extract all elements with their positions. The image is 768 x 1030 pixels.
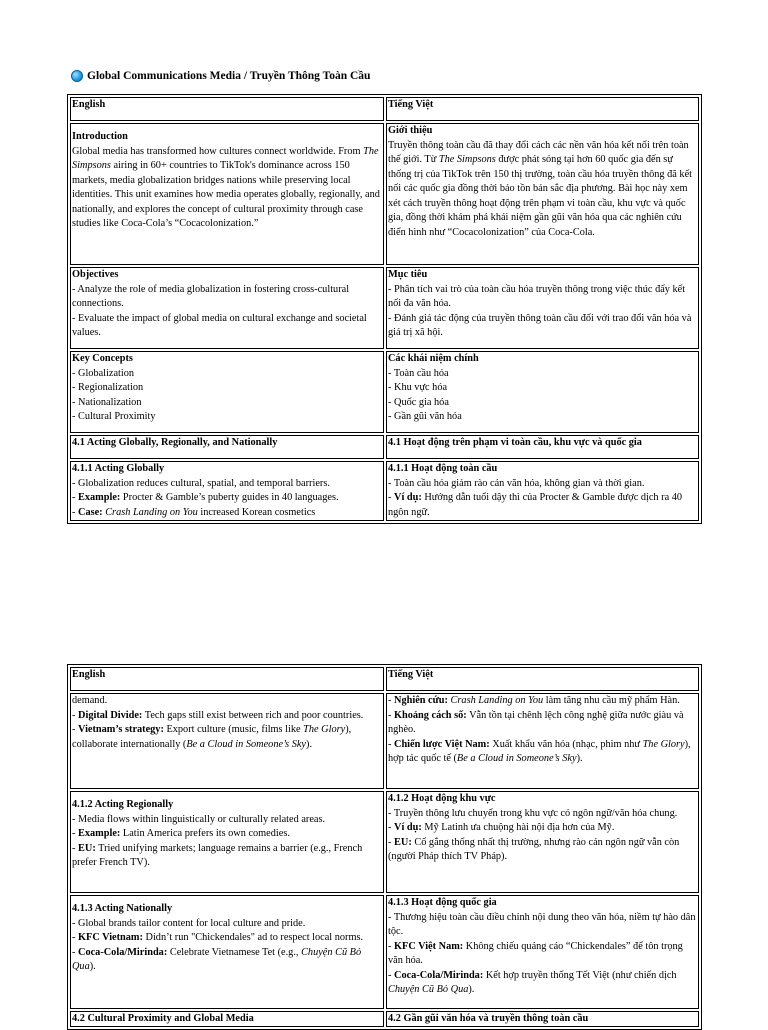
s411-en-example-label: Example: (78, 492, 121, 503)
s413-vi-coke-a: Kết hợp truyền thống Tết Việt (như chiến dịch (483, 969, 677, 981)
s413-vi-cell: 4.1.3 Hoạt động quốc gia - Thương hiệu toàn cầu điều chỉnh nội dung theo văn hóa, niềm tự hào dân tộc. - KFC Việt Nam: Không chiếu quảng cáo “Chickendales” để tôn trọng văn hóa. - Coca-Cola/Mirinda: Kết hợp truyền thống Tết Việt (như chiến dịch Chuyện Cũ Bỏ Qua). (386, 895, 699, 1009)
s412-en-item-1: - Media flows within linguistically or culturally related areas. (72, 813, 326, 825)
s413-en-title: 4.1.3 Acting Nationally (72, 903, 173, 914)
s413-en-kfc-text: Didn’t run "Chickendales" ad to respect local norms. (142, 932, 364, 943)
s412-en-eu-text: Tried unifying markets; language remains a barrier (e.g., French prefer French TV). (72, 842, 363, 868)
header-vietnamese: Tiếng Việt (386, 667, 699, 691)
objectives-vi-cell (386, 267, 699, 349)
s413-vi-title: 4.1.3 Hoạt động quốc gia (388, 897, 497, 908)
s411-en-case-title: Crash Landing on You (105, 506, 198, 518)
s411-cont-vi-research-title: Crash Landing on You (450, 695, 544, 706)
s412-en-eu-label: EU: (78, 842, 96, 854)
s411-en-cell: 4.1.1 Acting Globally - Globalization reduces cultural, spatial, and temporal barriers. - Example: Procter & Gamble’s puberty guides in 40 languages. - Case: Crash Landing on You increased Korean cosmetics (70, 461, 384, 521)
key-concepts-vi-cell (386, 351, 699, 433)
intro-vi-text-1: Truyền thông toàn cầu đã thay đổi cách các nền văn hóa kết nối trên toàn thế giới. Từ (388, 139, 689, 165)
s411-cont-en-item-1: demand. (72, 695, 108, 706)
s411-cont-en-divide-text: Tech gaps still exist between rich and poor countries. (142, 709, 364, 721)
s413-en-coke-c: ). (89, 961, 96, 972)
section-4-2-vi: 4.2 Gần gũi văn hóa và truyền thông toàn cầu (388, 1013, 589, 1024)
objectives-vi-item-1: - Phân tích vai trò của toàn cầu hóa truyền thông trong việc thúc đẩy kết nối đa văn hóa. (388, 283, 686, 309)
s413-en-cell: 4.1.3 Acting Nationally - Global brands tailor content for local culture and pride. - KFC Vietnam: Didn’t run "Chickendales" ad to respect local norms. - Coca-Cola/Mirinda: Celebrate Vietnamese Tet (e.g., Chuyện Cũ Bỏ Qua). (70, 895, 384, 1009)
intro-en-cell (70, 123, 384, 265)
intro-en-text-2: airing in 60+ countries to TikTok's dominance across 150 markets, media globalization bridges nations while preserving local identities. This unit examines how media operates globally, regionally, and nationally, and explores the concept of cultural proximity through case studies like Coca-Cola’s “Cocacolonization.” (72, 160, 380, 229)
section-4-2-en-cell (70, 1011, 384, 1027)
s411-cont-vi-strategy-b: ), hợp tác quốc tế ( (388, 738, 691, 764)
key-concepts-vi-title: Các khái niệm chính (388, 353, 479, 364)
s411-en-example-text: Procter & Gamble’s puberty guides in 40 languages. (120, 492, 339, 503)
s411-cont-en-strategy-i2: Be a Cloud in Someone’s Sky (186, 738, 307, 750)
s411-cont-en-strategy-i1: The Glory (303, 724, 346, 735)
s412-vi-item-1: - Truyền thông lưu chuyển trong khu vực có ngôn ngữ/văn hóa chung. (388, 807, 678, 819)
s412-vi-title: 4.1.2 Hoạt động khu vực (388, 793, 496, 804)
key-concept-en-item: - Cultural Proximity (72, 411, 156, 422)
globe-icon (71, 70, 83, 82)
s412-en-cell: 4.1.2 Acting Regionally - Media flows within linguistically or culturally related areas. - Example: Latin America prefers its own comedies. - EU: Tried unifying markets; language remains a barrier (e.g., French prefer French TV). (70, 791, 384, 893)
s411-continued-row (70, 693, 699, 789)
s413-en-item-1: - Global brands tailor content for local culture and pride. (72, 917, 306, 929)
s413-vi-kfc-label: KFC Việt Nam: (394, 940, 464, 952)
key-concepts-row (70, 351, 699, 433)
key-concept-en-item: - Nationalization (72, 396, 142, 408)
key-concept-en-item: - Globalization (72, 367, 135, 379)
s411-vi-item-1: - Toàn cầu hóa giảm rào cản văn hóa, không gian và thời gian. (388, 477, 645, 489)
s413-vi-coke-label: Coca-Cola/Mirinda: (394, 969, 484, 981)
s412-en-title: 4.1.2 Acting Regionally (72, 799, 174, 810)
s411-cont-vi-strategy-label: Chiến lược Việt Nam: (394, 738, 490, 750)
table-header-row (70, 667, 699, 691)
s411-cont-vi-divide-text: Vẫn tồn tại chênh lệch công nghệ giữa nước giàu và nghèo. (388, 709, 684, 735)
objectives-en-cell (70, 267, 384, 349)
s413-vi-coke-c: ). (468, 984, 475, 995)
s411-vi-example-label: Ví dụ: (394, 492, 422, 503)
s411-cont-vi-strategy-i1: The Glory (642, 738, 685, 750)
objectives-en-item-1: - Analyze the role of media globalization in fostering cross-cultural connections. (72, 283, 350, 309)
intro-vi-text-2: được phát sóng tại hơn 60 quốc gia đến sự thống trị của TikTok trên 150 thị trường, toàn cầu hóa truyền thông đã kết nối các quốc gia đồng thời bảo tồn bản sắc địa phương. Bài học này xem xét cách truyền thông hoạt động trên phạm vi toàn cầu, khu vực và quốc gia, đồng thời khám phá khái niệm gần gũi văn hóa qua các nghiên cứu điển hình như “Cocacolonization” của Coca-Cola. (388, 154, 693, 238)
s412-vi-example-label: Ví dụ: (394, 822, 422, 833)
key-concept-vi-item: - Toàn cầu hóa (388, 367, 449, 379)
s411-en-item-1: - Globalization reduces cultural, spatial, and temporal barriers. (72, 477, 330, 489)
s411-vi-example-text: Hướng dẫn tuổi dậy thì của Procter & Gamble được dịch ra 40 ngôn ngữ. (388, 492, 683, 518)
header-english: English (70, 667, 384, 691)
s411-cont-vi-research-label: Nghiên cứu: (394, 695, 448, 706)
s412-row (70, 791, 699, 893)
key-concept-vi-item: - Khu vực hóa (388, 382, 448, 393)
header-vietnamese: Tiếng Việt (386, 97, 699, 121)
table-header-row (70, 97, 699, 121)
section-4-1-vi: 4.1 Hoạt động trên phạm vi toàn cầu, khu vực và quốc gia (386, 435, 699, 459)
header-english: English (70, 97, 384, 121)
s411-vi-title: 4.1.1 Hoạt động toàn cầu (388, 463, 498, 474)
s411-cont-vi-strategy-a: Xuất khẩu văn hóa (nhạc, phim như (489, 738, 643, 750)
s411-cont-vi-strategy-i2: Be a Cloud in Someone’s Sky (456, 753, 577, 764)
s411-cont-vi-strategy-c: ). (576, 753, 583, 764)
s411-cont-en-strategy-c: ). (306, 738, 313, 750)
objectives-row (70, 267, 699, 349)
section-4-2-vi-cell (386, 1011, 699, 1027)
s411-row (70, 461, 699, 521)
document-title-text: Global Communications Media / Truyền Thông Toàn Cầu (87, 70, 371, 82)
s411-cont-en-divide-label: Digital Divide: (78, 709, 143, 721)
bilingual-table-1 (67, 94, 702, 524)
s413-en-coke-a: Celebrate Vietnamese Tet (e.g., (167, 946, 302, 958)
key-concept-en-item: - Regionalization (72, 382, 144, 393)
s413-en-coke-campaign: Chuyện Cũ Bỏ Qua (72, 946, 362, 972)
s411-cont-en-strategy-label: Vietnam’s strategy: (78, 724, 164, 735)
section-4-1-row (70, 435, 699, 459)
s413-en-kfc-label: KFC Vietnam: (78, 932, 143, 943)
intro-en-simpsons: The Simpsons (72, 145, 379, 171)
intro-en-text-1: Global media has transformed how cultures connect worldwide. From (72, 145, 364, 157)
objectives-vi-item-2: - Đánh giá tác động của truyền thông toàn cầu đối với trao đổi văn hóa và giá trị xã hội. (388, 312, 692, 338)
document-title (71, 70, 370, 82)
s412-vi-example-text: Mỹ Latinh ưa chuộng hài nội địa hơn của Mỹ. (421, 822, 615, 833)
objectives-en-title: Objectives (72, 269, 119, 280)
intro-vi-cell (386, 123, 699, 265)
intro-vi-title: Giới thiệu (388, 125, 433, 136)
s411-en-case-label: Case: (78, 506, 103, 518)
s411-cont-en-cell: demand. - Digital Divide: Tech gaps still exist between rich and poor countries. - Vietnam’s strategy: Export culture (music, films like The Glory), collaborate internationally (Be a Cloud in Someone’s Sky). (70, 693, 384, 789)
s411-cont-en-strategy-a: Export culture (music, films like (163, 724, 304, 735)
s411-cont-vi-divide-label: Khoảng cách số: (394, 709, 467, 721)
s412-en-example-label: Example: (78, 828, 121, 839)
objectives-vi-title: Mục tiêu (388, 269, 428, 280)
s413-en-coke-label: Coca-Cola/Mirinda: (78, 946, 168, 958)
s412-en-example-text: Latin America prefers its own comedies. (120, 828, 290, 839)
section-4-2-en: 4.2 Cultural Proximity and Global Media (72, 1013, 254, 1024)
key-concepts-en-title: Key Concepts (72, 353, 133, 364)
s411-vi-cell: 4.1.1 Hoạt động toàn cầu - Toàn cầu hóa giảm rào cản văn hóa, không gian và thời gian. - Ví dụ: Hướng dẫn tuổi dậy thì của Procter & Gamble được dịch ra 40 ngôn ngữ. (386, 461, 699, 521)
s413-row (70, 895, 699, 1009)
s413-vi-item-1: - Thương hiệu toàn cầu điều chỉnh nội dung theo văn hóa, niềm tự hào dân tộc. (388, 911, 696, 937)
section-4-1-en: 4.1 Acting Globally, Regionally, and Nationally (70, 435, 384, 459)
s412-vi-eu-label: EU: (394, 836, 412, 848)
intro-en-title: Introduction (72, 131, 128, 142)
intro-row (70, 123, 699, 265)
intro-vi-simpsons: The Simpsons (438, 154, 496, 165)
s412-vi-cell: 4.1.2 Hoạt động khu vực - Truyền thông lưu chuyển trong khu vực có ngôn ngữ/văn hóa chung. - Ví dụ: Mỹ Latinh ưa chuộng hài nội địa hơn của Mỹ. - EU: Cố gắng thống nhất thị trường, nhưng rào cản ngôn ngữ vẫn còn (người Pháp thích TV Pháp). (386, 791, 699, 893)
s411-cont-en-strategy-b: ), collaborate internationally ( (72, 724, 352, 750)
bilingual-table-2 (67, 664, 702, 1030)
key-concept-vi-item: - Quốc gia hóa (388, 396, 449, 408)
section-4-2-row (70, 1011, 699, 1027)
key-concept-vi-item: - Gần gũi văn hóa (388, 411, 462, 422)
s412-vi-eu-text: Cố gắng thống nhất thị trường, nhưng rào cản ngôn ngữ vẫn còn (người Pháp thích TV Pháp). (388, 836, 680, 862)
s411-cont-vi-research-text: làm tăng nhu cầu mỹ phẩm Hàn. (543, 695, 680, 706)
s411-en-case-text: increased Korean cosmetics (197, 506, 316, 518)
s411-en-title: 4.1.1 Acting Globally (72, 463, 165, 474)
objectives-en-item-2: - Evaluate the impact of global media on cultural exchange and societal values. (72, 312, 367, 338)
s413-vi-coke-campaign: Chuyện Cũ Bỏ Qua (388, 984, 469, 995)
key-concepts-en-cell (70, 351, 384, 433)
s411-cont-vi-cell: - Nghiên cứu: Crash Landing on You làm tăng nhu cầu mỹ phẩm Hàn. - Khoảng cách số: Vẫn tồn tại chênh lệch công nghệ giữa nước giàu và nghèo. - Chiến lược Việt Nam: Xuất khẩu văn hóa (nhạc, phim như The Glory), hợp tác quốc tế (Be a Cloud in Someone’s Sky). (386, 693, 699, 789)
s413-vi-kfc-text: Không chiếu quảng cáo “Chickendales” để tôn trọng văn hóa. (388, 940, 683, 966)
